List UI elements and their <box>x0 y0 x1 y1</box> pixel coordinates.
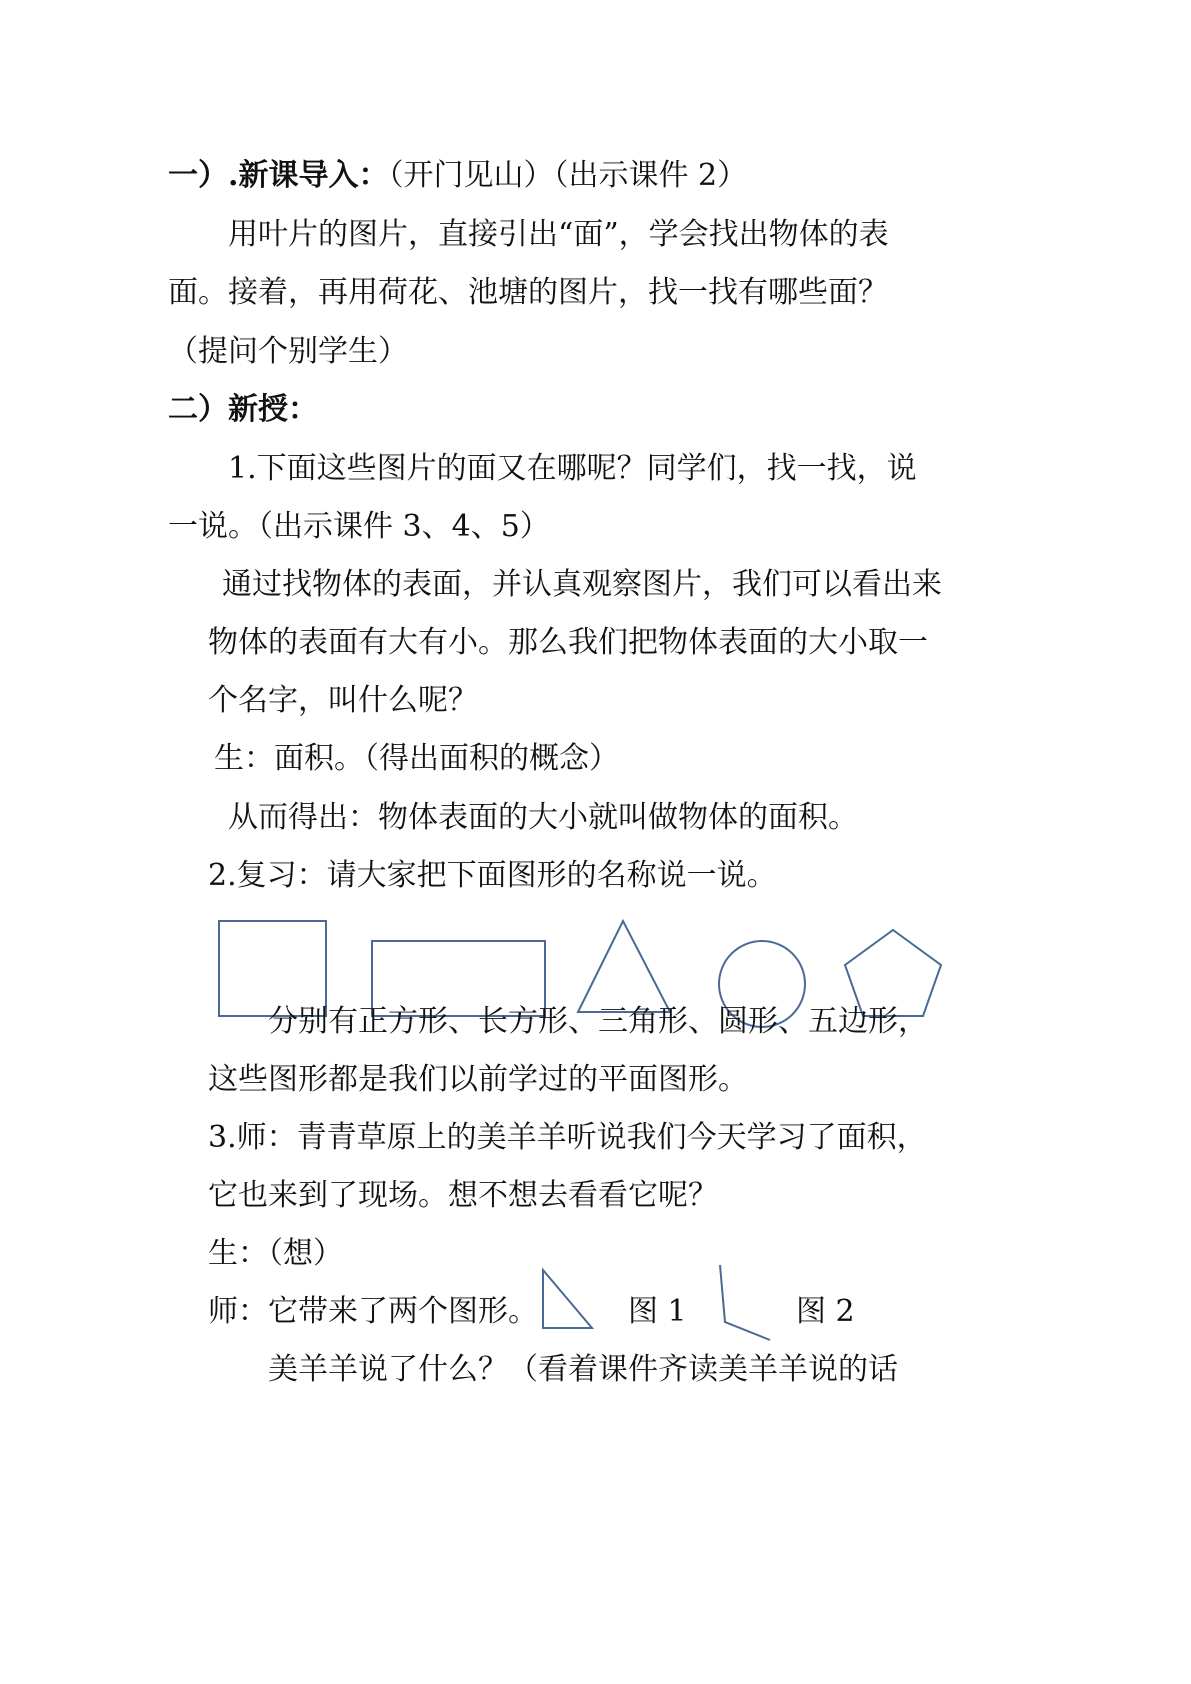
figure-1-label: 图 1 <box>628 1294 687 1329</box>
teacher-line: 师：它带来了两个图形。 <box>208 1294 538 1329</box>
student-answer: 生：面积。（得出面积的概念） <box>214 741 619 776</box>
paragraph-line: 通过找物体的表面，并认真观察图片，我们可以看出来 <box>222 567 942 602</box>
paragraph-line: 美羊羊说了什么？（看着课件齐读美羊羊说的话 <box>268 1352 898 1387</box>
paragraph-line: 一说。（出示课件 3、4、5） <box>168 509 550 544</box>
paragraph-line: 2.复习：请大家把下面图形的名称说一说。 <box>208 858 777 893</box>
right-triangle-figure <box>543 1270 592 1328</box>
paragraph-line: 3.师：青青草原上的美羊羊听说我们今天学习了面积， <box>208 1120 927 1155</box>
paragraph-line: 这些图形都是我们以前学过的平面图形。 <box>208 1062 748 1097</box>
triangle-shape <box>578 921 670 1012</box>
paragraph-line: 它也来到了现场。想不想去看看它呢？ <box>208 1178 718 1213</box>
student-answer: 生：（想） <box>208 1236 343 1271</box>
section1-heading-note: （开门见山）（出示课件 2） <box>388 158 748 193</box>
paragraph-line: 物体的表面有大有小。那么我们把物体表面的大小取一 <box>208 625 928 660</box>
paragraph-line: 个名字，叫什么呢？ <box>208 683 478 718</box>
section2-heading: 二）新授： <box>168 392 318 427</box>
paragraph-line: 1.下面这些图片的面又在哪呢？同学们，找一找，说 <box>228 451 917 486</box>
angle-lines-figure <box>720 1265 770 1340</box>
paragraph-line: （提问个别学生） <box>168 334 408 369</box>
paragraph-line: 分别有正方形、长方形、三角形、圆形、五边形， <box>268 1004 928 1039</box>
paragraph-line: 用叶片的图片，直接引出“面”，学会找出物体的表 <box>228 217 889 252</box>
conclusion: 从而得出：物体表面的大小就叫做物体的面积。 <box>228 800 858 835</box>
section1-heading: 一）.新课导入： <box>168 158 389 193</box>
figure-2-label: 图 2 <box>796 1294 855 1329</box>
paragraph-line: 面。接着，再用荷花、池塘的图片，找一找有哪些面？ <box>168 275 888 310</box>
